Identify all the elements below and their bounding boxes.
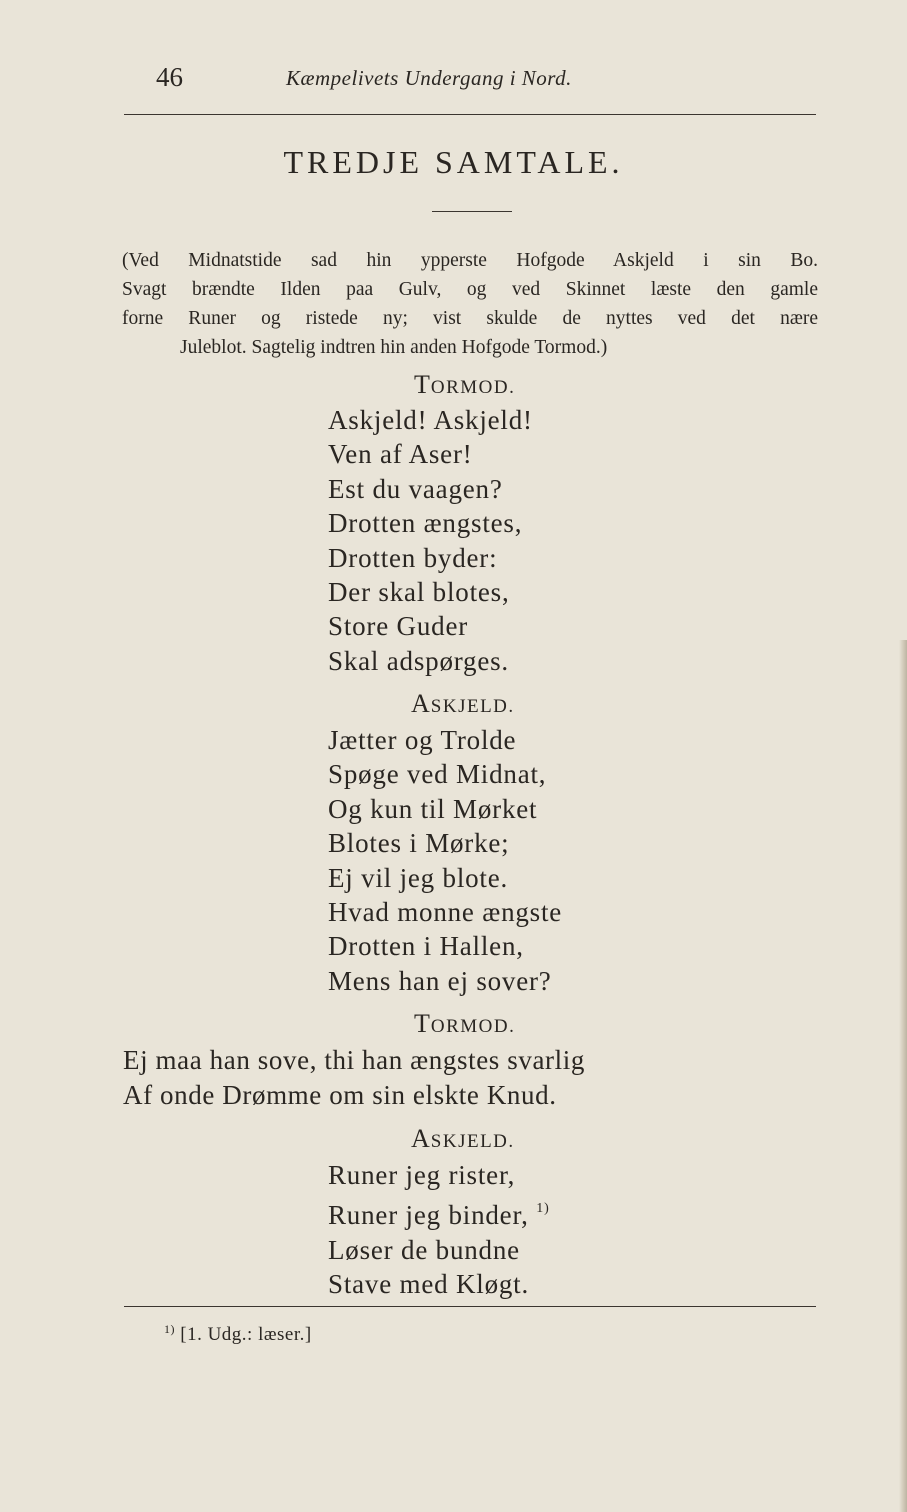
verse-stanza [328, 723, 562, 998]
verse-line: Mens han ej sover? [328, 965, 552, 996]
verse-line: Runer jeg rister, [328, 1160, 516, 1190]
verse-line: Blotes i Mørke; [328, 828, 510, 859]
footnote-text: [1. Udg.: læser.] [180, 1324, 312, 1345]
verse-line: Est du vaagen? [328, 473, 503, 504]
verse-line: Ven af Aser! [328, 439, 473, 470]
speaker-name: TORMOD. [414, 370, 516, 399]
verse-line: Jætter og Trolde [328, 725, 517, 755]
verse-line: Ej vil jeg blote. [328, 862, 509, 893]
footnote [164, 1322, 312, 1346]
stage-direction-line: forne Runer og ristede ny; vist skulde de nyttes ved det nære [122, 308, 818, 329]
stage-direction-line: (Ved Midnatstide sad hin ypperste Hofgode Askjeld i sin Bo. [122, 250, 818, 271]
stage-direction [122, 246, 818, 362]
title-rule [432, 211, 512, 212]
footnote-marker: 1) [164, 1322, 175, 1336]
verse-line: Stave med Kløgt. [328, 1269, 530, 1300]
verse-line: Hvad monne ængste [328, 897, 563, 928]
verse-line: Der skal blotes, [328, 577, 510, 608]
verse-line: Skal adspørges. [328, 645, 509, 676]
verse-line: Løser de bundne [328, 1234, 520, 1265]
footnote-rule [124, 1306, 816, 1307]
verse-stanza [328, 1158, 550, 1302]
verse-line: Runer jeg binder, $^{1)}$ [328, 1200, 550, 1231]
page-edge-shadow [899, 640, 907, 1512]
verse-line: Store Guder [328, 611, 469, 642]
section-title: TREDJE SAMTALE. [283, 144, 624, 180]
verse-stanza [328, 403, 533, 678]
verse-line: Spøge ved Midnat, [328, 759, 547, 790]
verse-line: Drotten ængstes, [328, 508, 523, 539]
verse-line: Drotten i Hallen, [328, 931, 524, 962]
running-title: Kæmpelivets Undergang i Nord. [286, 66, 572, 90]
header-rule [124, 114, 816, 115]
footnote-reference[interactable]: 1) [536, 1201, 550, 1217]
stage-direction-line: Svagt brændte Ilden paa Gulv, og ved Skinnet læste den gamle [122, 279, 818, 300]
page-number: 46 [156, 62, 183, 92]
speaker-name: ASKJELD. [411, 689, 515, 718]
speaker-name: TORMOD. [414, 1009, 516, 1038]
running-header [124, 62, 816, 96]
speaker-name: ASKJELD. [411, 1124, 515, 1153]
stage-direction-line: Juleblot. Sagtelig indtren hin anden Hofgode Tormod.) [180, 337, 608, 358]
verse-line: Og kun til Mørket [328, 793, 538, 824]
verse-line: Askjeld! Askjeld! [328, 405, 533, 435]
verse-line: Drotten byder: [328, 542, 498, 573]
verse-line: Af onde Drømme om sin elskte Knud. [123, 1079, 557, 1110]
verse-line: Ej maa han sove, thi han ængstes svarlig [123, 1045, 585, 1075]
verse-stanza [123, 1043, 585, 1112]
